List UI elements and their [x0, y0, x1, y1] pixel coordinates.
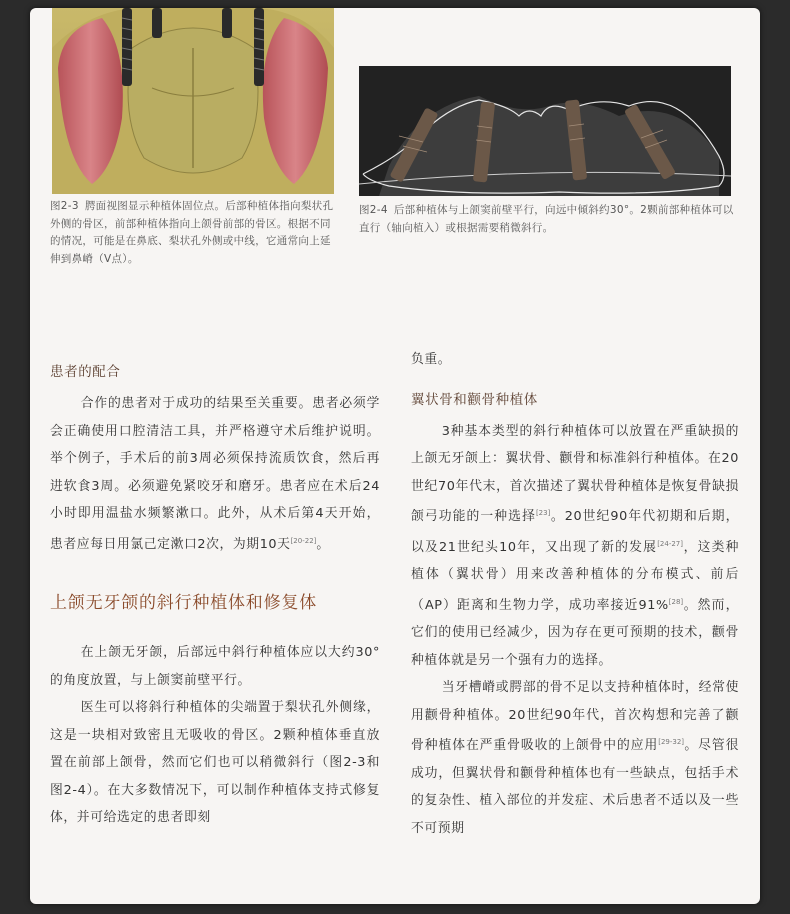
figure-2-4-image	[359, 66, 731, 196]
section-heading-patient-cooperation: 患者的配合	[50, 364, 121, 380]
paragraph-text: 。然而，它们的使用已经减少，因为存在更可预期的技术，颧骨种植体就是另一个强有力的选择。	[411, 597, 739, 668]
right-column	[411, 346, 739, 842]
paragraph-pterygoid	[411, 418, 739, 675]
reference-20-22[interactable]: [20-22]	[290, 536, 317, 545]
paragraph-end: 。	[316, 536, 330, 552]
figure-2-3-label: 图2-3	[50, 200, 79, 212]
paragraph-zygomatic	[411, 674, 739, 842]
paragraph-text: 3种基本类型的斜行种植体可以放置在严重缺损的上颌无牙颌上：翼状骨、颧骨和标准斜行种植体。在20世纪70年代末，首次描述了翼状骨种植体是恢复骨缺损颌弓功能的一种选择	[411, 423, 739, 524]
section-heading-maxilla-implants: 上颌无牙颌的斜行种植体和修复体	[50, 593, 317, 613]
paragraph-implant-placement: 医生可以将斜行种植体的尖端置于梨状孔外侧缘，这是一块相对致密且无吸收的骨区。2颗种植体垂直放置在前部上颌骨，然而它们也可以稍微斜行（图2-3和图2-4）。在大多数情况下，可以制作种植体支持式修复体，并可给选定的患者即刻	[50, 700, 380, 825]
figure-2-3-image	[52, 8, 334, 194]
reference-28[interactable]: [28]	[668, 597, 684, 606]
paragraph-text: ，这类种植体（翼状骨）用来改善种植体的分布模式、前后（AP）距离和生物力学，成功率接近91%	[411, 539, 740, 613]
left-column	[50, 360, 380, 832]
figure-2-4-label: 图2-4	[359, 204, 388, 216]
paragraph-continuation: 负重。	[411, 352, 452, 367]
figure-2-4-caption	[359, 202, 735, 237]
paragraph-tilt-angle: 在上颌无牙颌，后部远中斜行种植体应以大约30°的角度放置，与上颌窦前壁平行。	[50, 645, 380, 688]
reference-24-27[interactable]: [24-27]	[657, 539, 683, 548]
paragraph-text: 。20世纪90年代初期和后期，以及21世纪头10年，又出现了新的发展	[411, 509, 739, 555]
maxilla-palatal-illustration	[52, 8, 334, 194]
reference-23[interactable]: [23]	[535, 509, 551, 517]
reference-29-32[interactable]: [29-32]	[658, 738, 685, 746]
figure-2-3-caption-text: 腭面视图显示种植体固位点。后部种植体指向梨状孔外侧的骨区，前部种植体指向上颌骨前部的骨区。根据不同的情况，可能是在鼻底、梨状孔外侧或中线，它通常向上延伸到鼻嵴（V点）。	[50, 200, 334, 265]
radiograph-illustration	[359, 66, 731, 196]
figure-2-3-caption	[50, 198, 340, 268]
book-page	[30, 8, 760, 904]
paragraph-text: 合作的患者对于成功的结果至关重要。患者必须学会正确使用口腔清洁工具，并严格遵守术后维护说明。举个例子，手术后的前3周必须保持流质饮食，然后再进软食3周。必须避免紧咬牙和磨牙。患者应在术后24小时即用温盐水频繁漱口。此外，从术后第4天开始，患者应每日用氯己定漱口2次，为期10天	[50, 396, 380, 552]
figure-2-4-caption-text: 后部种植体与上颌窦前壁平行，向远中倾斜约30°。2颗前部种植体可以直行（轴向植入）或根据需要稍微斜行。	[359, 204, 734, 234]
paragraph-text: 。尽管很成功，但翼状骨和颧骨种植体也有一些缺点，包括手术的复杂性、植入部位的并发症、术后患者不适以及一些不可预期	[411, 738, 739, 836]
section-heading-pterygoid-zygomatic: 翼状骨和颧骨种植体	[411, 391, 538, 408]
paragraph-patient-cooperation	[50, 390, 380, 558]
paragraph-text: 当牙槽嵴或腭部的骨不足以支持种植体时，经常使用颧骨种植体。20世纪90年代，首次构想和完善了颧骨种植体在严重骨吸收的上颌骨中的应用	[411, 680, 739, 753]
